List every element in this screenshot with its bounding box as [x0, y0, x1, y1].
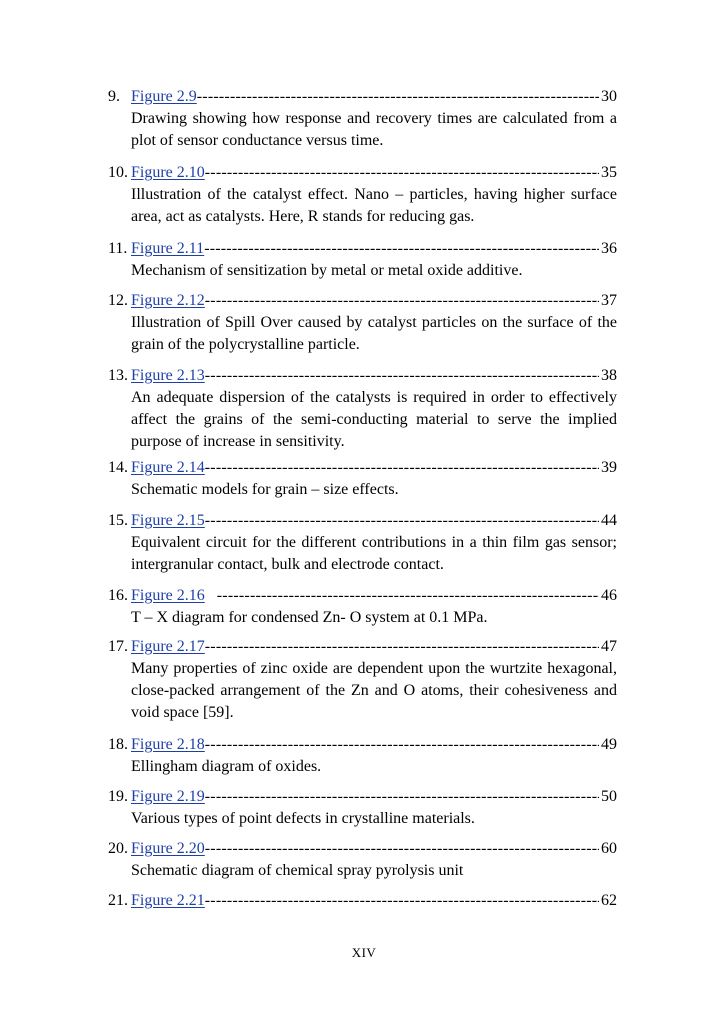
- entry-heading: [108, 786, 617, 808]
- entry-number: 21.: [108, 892, 128, 909]
- page-number: 50: [601, 788, 617, 805]
- figure-description: An adequate dispersion of the catalysts is required in order to effectively affect the grains of the semi-conducting material to serve the implied purpose of increase in sensitivity.: [131, 389, 617, 450]
- leader-dashes: [205, 290, 599, 312]
- entry-heading: [108, 734, 617, 756]
- list-item: [108, 238, 617, 282]
- figure-link[interactable]: Figure 2.15: [131, 512, 205, 529]
- list-item: [108, 162, 617, 228]
- entry-number: 14.: [108, 459, 128, 476]
- entry-heading: [108, 890, 617, 912]
- leader-dashes: [204, 238, 599, 260]
- page-number: 60: [601, 840, 617, 857]
- leader-dashes: [205, 636, 599, 658]
- figure-link[interactable]: Figure 2.16: [131, 587, 205, 604]
- leader-dashes: [205, 457, 599, 479]
- figure-link[interactable]: Figure 2.21: [131, 892, 205, 909]
- figure-link[interactable]: Figure 2.19: [131, 788, 205, 805]
- figure-link[interactable]: Figure 2.18: [131, 736, 205, 753]
- list-item: [108, 457, 617, 501]
- leader-dashes: [205, 365, 599, 387]
- entry-heading: [108, 162, 617, 184]
- page-number: 36: [601, 240, 617, 257]
- entry-number: 12.: [108, 292, 128, 309]
- entry-heading: [108, 838, 617, 860]
- list-item: [108, 734, 617, 778]
- figure-link[interactable]: Figure 2.12: [131, 292, 205, 309]
- page-number: 47: [601, 638, 617, 655]
- figure-description: Schematic models for grain – size effects.: [131, 481, 399, 498]
- figure-link[interactable]: Figure 2.17: [131, 638, 205, 655]
- leader-dashes: [217, 585, 599, 607]
- entry-number: 10.: [108, 164, 128, 181]
- list-item: [108, 290, 617, 356]
- leader-dashes: [205, 890, 599, 912]
- entry-heading: [108, 510, 617, 532]
- page-number: 49: [601, 736, 617, 753]
- entry-number: 16.: [108, 587, 128, 604]
- page-number: 39: [601, 459, 617, 476]
- list-item: [108, 585, 617, 629]
- figure-link[interactable]: Figure 2.9: [131, 88, 197, 105]
- entry-heading: [108, 585, 617, 607]
- page-number: 46: [601, 587, 617, 604]
- figure-link[interactable]: Figure 2.10: [131, 164, 205, 181]
- figure-description: Illustration of Spill Over caused by catalyst particles on the surface of the grain of the polycrystalline particle.: [131, 314, 617, 353]
- entry-heading: [108, 238, 617, 260]
- entry-heading: [108, 636, 617, 658]
- figure-description: Equivalent circuit for the different contributions in a thin film gas sensor; intergranular contact, bulk and electrode contact.: [131, 534, 617, 573]
- figure-link[interactable]: Figure 2.14: [131, 459, 205, 476]
- entry-number: 13.: [108, 367, 128, 384]
- page-number: 30: [601, 88, 617, 105]
- entry-number: 19.: [108, 788, 128, 805]
- page-number: 35: [601, 164, 617, 181]
- figure-description: Drawing showing how response and recovery times are calculated from a plot of sensor conductance versus time.: [131, 110, 617, 149]
- figure-description: Various types of point defects in crystalline materials.: [131, 810, 475, 827]
- figure-description: Illustration of the catalyst effect. Nano – particles, having higher surface area, act as catalysts. Here, R stands for reducing gas.: [131, 186, 617, 225]
- figure-description: Many properties of zinc oxide are dependent upon the wurtzite hexagonal, close-packed arrangement of the Zn and O atoms, their cohesiveness and void space [59].: [131, 660, 617, 721]
- leader-dashes: [205, 838, 599, 860]
- leader-dashes: [205, 510, 599, 532]
- page-number: 37: [601, 292, 617, 309]
- figure-link[interactable]: Figure 2.11: [131, 240, 205, 257]
- entry-heading: [108, 290, 617, 312]
- leader-dashes: [205, 162, 599, 184]
- list-item: [108, 838, 617, 882]
- entry-heading: [108, 86, 617, 108]
- figure-description: T – X diagram for condensed Zn- O system at 0.1 MPa.: [131, 609, 488, 626]
- page-number: 62: [601, 892, 617, 909]
- page-number: 38: [601, 367, 617, 384]
- figure-link[interactable]: Figure 2.13: [131, 367, 205, 384]
- entry-number: 9.: [108, 88, 120, 105]
- list-item: [108, 86, 617, 152]
- page-number: 44: [601, 512, 617, 529]
- entry-number: 20.: [108, 840, 128, 857]
- figure-description: Schematic diagram of chemical spray pyrolysis unit: [131, 862, 464, 879]
- leader-dashes: [197, 86, 599, 108]
- list-item: [108, 786, 617, 830]
- entry-number: 15.: [108, 512, 128, 529]
- entry-number: 17.: [108, 638, 128, 655]
- entry-heading: [108, 457, 617, 479]
- figure-link[interactable]: Figure 2.20: [131, 840, 205, 857]
- leader-dashes: [205, 786, 599, 808]
- entry-heading: [108, 365, 617, 387]
- list-item: [108, 890, 617, 912]
- figure-description: Ellingham diagram of oxides.: [131, 758, 322, 775]
- entry-number: 18.: [108, 736, 128, 753]
- list-item: [108, 365, 617, 453]
- figure-description: Mechanism of sensitization by metal or metal oxide additive.: [131, 262, 523, 279]
- leader-dashes: [205, 734, 599, 756]
- list-item: [108, 510, 617, 576]
- list-item: [108, 636, 617, 724]
- entry-number: 11.: [108, 240, 128, 257]
- page-footer-number: XIV: [351, 945, 377, 960]
